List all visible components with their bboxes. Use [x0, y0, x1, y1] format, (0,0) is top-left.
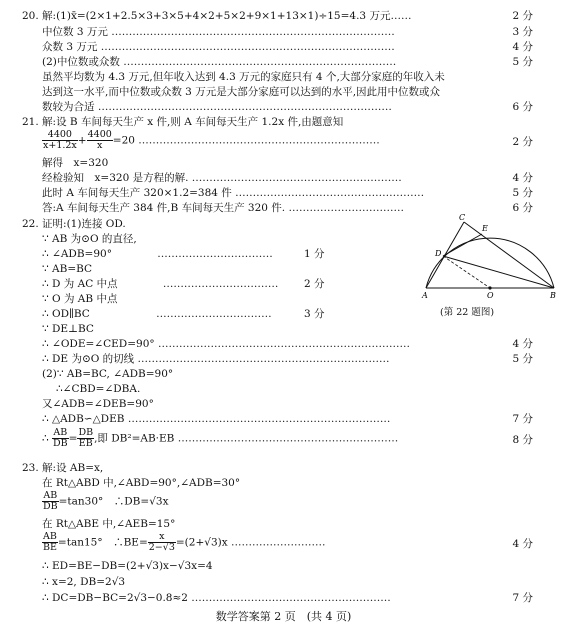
q22-line-1: 22. 证明:(1)连接 OD.	[22, 218, 126, 230]
q23-tan30-line: $\frac{AB}{DB}$ =tan30° ∴DB=√3x	[43, 490, 169, 512]
q20-line-4: (2)中位数或众数 ……………………………………………………………………	[42, 56, 397, 68]
segment-od-dashed	[443, 256, 490, 288]
q23-fraction-x: $\frac{x}{2-√3}$	[148, 531, 175, 553]
q21-score-2: 2 分	[512, 136, 533, 148]
q22-line-6: ∵ O 为 AB 中点	[42, 293, 118, 305]
q22-line-5: ∴ D 为 AC 中点 ……………………………	[42, 278, 279, 290]
q20-line-2: 中位数 3 万元 ………………………………………………………………………	[42, 26, 395, 38]
q21-fraction-1: $\frac{4400}{x+1.2x}$	[43, 129, 77, 151]
q21-line-5: 此时 A 车间每天生产 320×1.2=384 件 ………………………………………………	[42, 187, 425, 199]
q22-line-7: ∴ OD∥BC ……………………………	[42, 308, 272, 320]
q22-fraction-ab-db: $\frac{AB}{DB}$	[53, 427, 68, 449]
q20-line-5: 虽然平均数为 4.3 万元,但年收入达到 4.3 万元的家庭只有 4 个,大部分家庭的年收入未	[42, 71, 445, 83]
q22-line-12: ∴∠CBD=∠DBA.	[56, 383, 141, 395]
label-o: O	[487, 291, 494, 300]
segment-db	[443, 256, 554, 288]
q22-line-10: ∴ DE 为⊙O 的切线 ………………………………………………………………	[42, 353, 390, 365]
center-point-o	[488, 286, 491, 289]
q23-line-4: 在 Rt△ABE 中,∠AEB=15°	[42, 518, 176, 530]
figure-caption: (第 22 题图)	[440, 307, 495, 318]
label-d: D	[435, 249, 442, 258]
q22-line-3: ∴ ∠ADB=90° ……………………………	[42, 248, 273, 260]
q22-score-14: 7 分	[512, 413, 533, 425]
segment-de	[443, 234, 482, 256]
q20-line-3: 众数 3 万元 …………………………………………………………………………	[42, 41, 395, 53]
q20-score-4: 5 分	[512, 56, 533, 68]
q22-line-4: ∵ AB=BC	[42, 263, 93, 275]
page-footer: 数学答案第 2 页 (共 4 页)	[215, 610, 352, 623]
q23-line-1: 23. 解:设 AB=x,	[22, 462, 104, 474]
q20-score-1: 2 分	[512, 10, 533, 22]
q20-line-6: 达到这一水平,而中位数或众数 3 万元是大部分家庭可以达到的水平,因此用中位数或众	[42, 86, 441, 98]
semicircle-arc	[426, 238, 554, 288]
q22-line-2: ∵ AB 为⊙O 的直径,	[42, 233, 137, 245]
label-b: B	[550, 291, 556, 300]
q21-equation: $\frac{4400}{x+1.2x}$ + $\frac{4400}{x}$ =20 ……………………………………………………………	[43, 129, 380, 151]
q22-figure	[418, 212, 558, 302]
q21-line-3: 解得 x=320	[42, 157, 109, 169]
q22-score-7: 3 分	[304, 308, 325, 320]
q20-line-7: 数较为合适 …………………………………………………………………………	[42, 101, 392, 113]
q22-line-9: ∴ ∠ODE=∠CED=90° ………………………………………………………………	[42, 338, 410, 350]
q20-line-1: 20. 解:(1)x̄=(2×1+2.5×3+3×5+4×2+5×2+9×1+13×1)÷15=4.3 万元……	[22, 10, 412, 22]
label-e: E	[482, 224, 488, 233]
q21-line-1: 21. 解:设 B 车间每天生产 x 件,则 A 车间每天生产 1.2x 件,由题意知	[22, 116, 344, 128]
q21-line-4: 经检验知 x=320 是方程的解. ……………………………………………………	[42, 172, 402, 184]
q21-score-4: 4 分	[512, 172, 533, 184]
q21-line-6: 答:A 车间每天生产 384 件,B 车间每天生产 320 件. ……………………………	[42, 202, 404, 214]
q23-fraction-ab-db: $\frac{AB}{DB}$	[43, 490, 58, 512]
q22-score-10: 5 分	[512, 353, 533, 365]
q22-line-13: 又∠ADB=∠DEB=90°	[42, 398, 154, 410]
q21-fraction-2: $\frac{4400}{x}$	[87, 129, 112, 151]
q22-score-5: 2 分	[304, 278, 325, 290]
q23-line-2: 在 Rt△ABD 中,∠ABD=90°,∠ADB=30°	[42, 477, 241, 489]
q22-proportion: ∴ $\frac{AB}{DB}$ = $\frac{DB}{EB}$ ,即 DB²=AB·EB ………………………………………………………	[42, 427, 399, 449]
segment-cb	[464, 222, 554, 288]
q23-line-8: ∴ DC=DB−BC=2√3−0.8≈2 …………………………………………………	[42, 592, 391, 604]
label-c: C	[459, 213, 466, 222]
label-a: A	[422, 291, 428, 300]
q20-score-2: 3 分	[512, 26, 533, 38]
q23-tan15-line: $\frac{AB}{BE}$ =tan15° ∴BE= $\frac{x}{2-√3}$ =(2+√3)x ………………………	[43, 531, 326, 553]
q23-line-7: ∴ x=2, DB=2√3	[42, 576, 126, 588]
q23-score-5: 4 分	[512, 538, 533, 550]
q21-score-5: 5 分	[512, 187, 533, 199]
q21-score-6: 6 分	[512, 202, 533, 214]
q23-score-8: 7 分	[512, 592, 533, 604]
q20-score-3: 4 分	[512, 41, 533, 53]
q23-line-6: ∴ ED=BE−DB=(2+√3)x−√3x=4	[42, 560, 213, 572]
q22-score-15: 8 分	[512, 434, 533, 446]
q22-line-8: ∵ DE⊥BC	[42, 323, 94, 335]
q22-fraction-db-eb: $\frac{DB}{EB}$	[78, 427, 94, 449]
q22-score-3: 1 分	[304, 248, 325, 260]
q23-fraction-ab-be: $\frac{AB}{BE}$	[43, 531, 57, 553]
q22-line-11: (2)∵ AB=BC, ∠ADB=90°	[42, 368, 174, 380]
q22-score-9: 4 分	[512, 338, 533, 350]
q22-line-14: ∴ △ADB∽△DEB …………………………………………………………………	[42, 413, 391, 425]
q20-score-7: 6 分	[512, 101, 533, 113]
